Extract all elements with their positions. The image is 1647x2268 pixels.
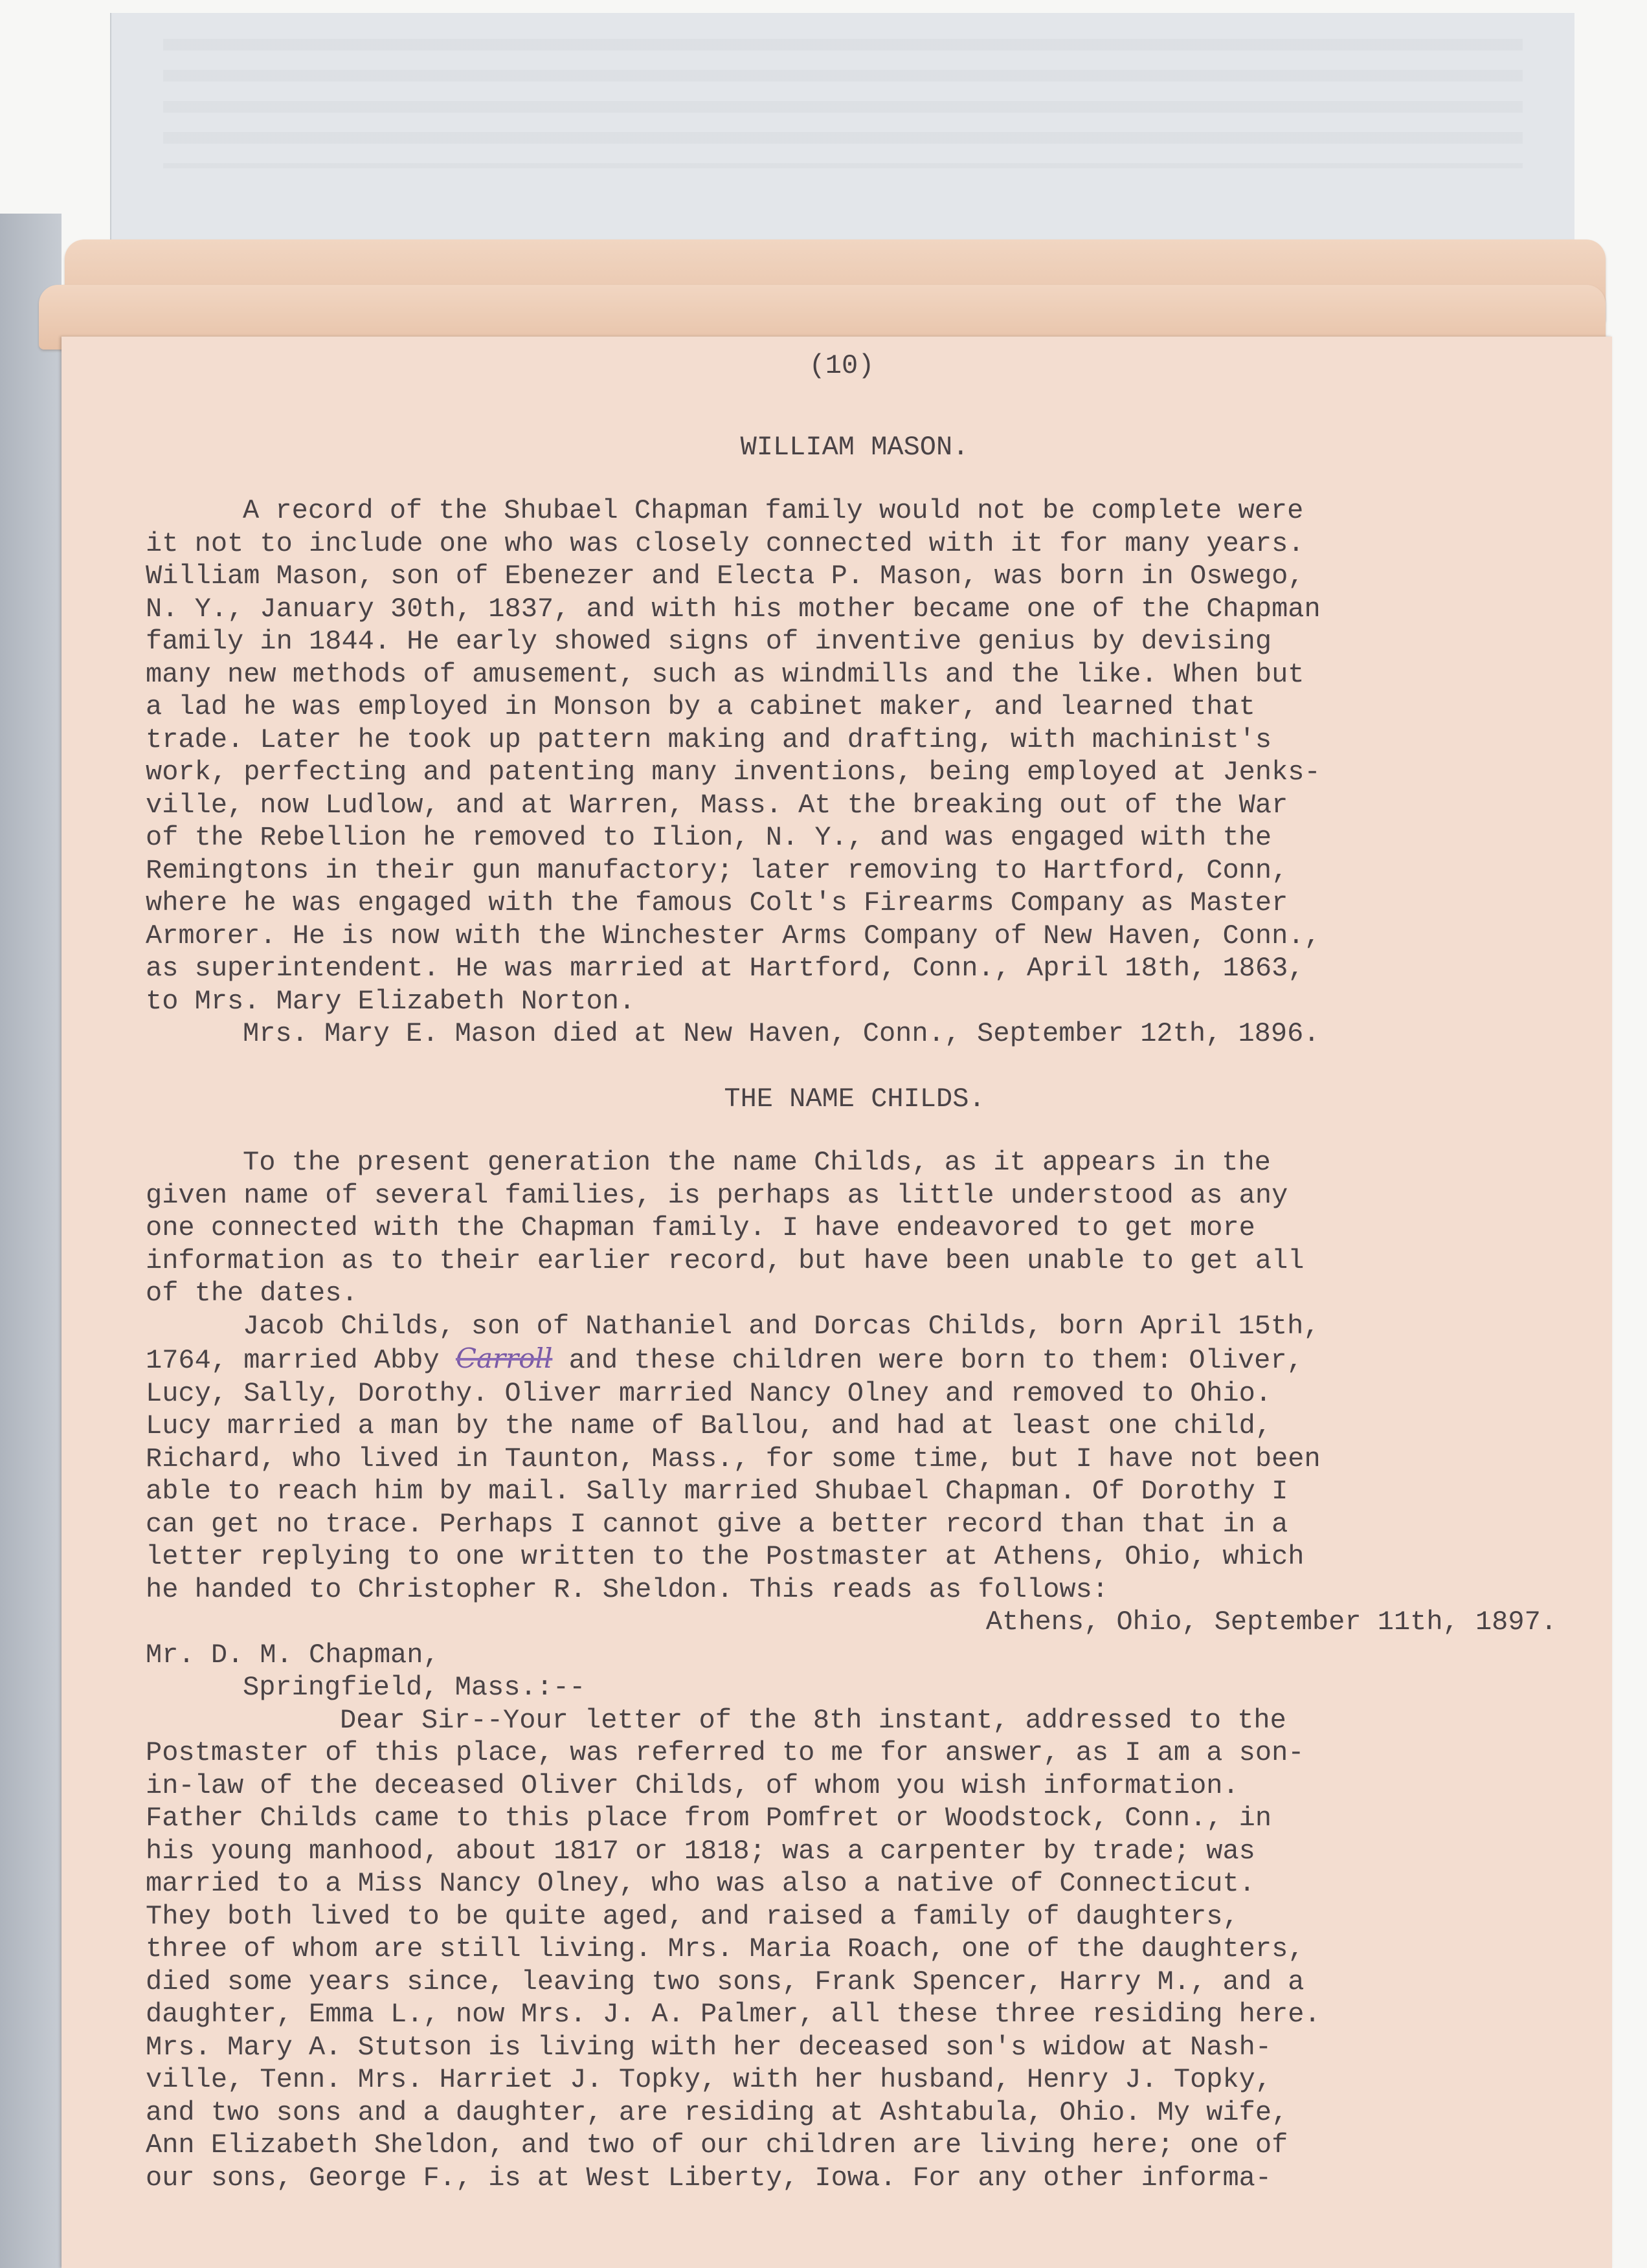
text-line: Mrs. Mary E. Mason died at New Haven, Conn., September 12th, 1896. [243,1018,1320,1049]
text-line: many new methods of amusement, such as windmills and the like. When but [146,658,1305,690]
bleed-through-text [163,39,1523,168]
text-line: A record of the Shubael Chapman family would not be complete were [243,495,1304,526]
text-line: N. Y., January 30th, 1837, and with his mother became one of the Chapman [146,593,1321,625]
text-line: Remingtons in their gun manufactory; later removing to Hartford, Conn, [146,854,1288,886]
section-heading-the-name-childs: THE NAME CHILDS. [724,1083,985,1115]
text-line: it not to include one who was closely connected with it for many years. [146,528,1305,559]
text-line: given name of several families, is perhaps as little understood as any [146,1179,1288,1211]
text-segment: 1764, married Abby [146,1345,456,1376]
handwritten-name: Carroll [455,1342,553,1374]
text-line: to Mrs. Mary Elizabeth Norton. [146,985,636,1017]
text-line: and two sons and a daughter, are residing at Ashtabula, Ohio. My wife, [146,2096,1288,2128]
text-line: able to reach him by mail. Sally married Shubael Chapman. Of Dorothy I [146,1476,1288,1507]
text-line: Postmaster of this place, was referred to me for answer, as I am a son- [146,1737,1305,1768]
text-line: family in 1844. He early showed signs of inventive genius by devising [146,626,1272,657]
section-heading-william-mason: WILLIAM MASON. [740,431,969,463]
text-line: our sons, George F., is at West Liberty, Iowa. For any other informa- [146,2162,1272,2194]
text-line: he handed to Christopher R. Sheldon. This reads as follows: [146,1573,1109,1605]
document-page [62,337,1612,2268]
text-line: daughter, Emma L., now Mrs. J. A. Palmer, all these three residing here. [146,1999,1321,2030]
childs-paragraph [146,1146,1596,1606]
page-number: (10) [809,350,875,381]
text-line: of the Rebellion he removed to Ilion, N. Y., and was engaged with the [146,822,1272,853]
text-line: Dear Sir--Your letter of the 8th instant, addressed to the [340,1704,1286,1736]
text-line: one connected with the Chapman family. I have endeavored to get more [146,1212,1255,1243]
letter-address-city: Springfield, Mass.:-- [243,1672,586,1703]
text-line: Ann Elizabeth Sheldon, and two of our children are living here; one of [146,2129,1288,2161]
text-line: Father Childs came to this place from Pomfret or Woodstock, Conn., in [146,1803,1272,1834]
text-line: work, perfecting and patenting many inventions, being employed at Jenks- [146,757,1321,788]
text-line: married to a Miss Nancy Olney, who was also a native of Connecticut. [146,1868,1255,1899]
text-line: died some years since, leaving two sons, Frank Spencer, Harry M., and a [146,1966,1305,1997]
text-line: letter replying to one written to the Postmaster at Athens, Ohio, which [146,1541,1305,1572]
text-line: three of whom are still living. Mrs. Maria Roach, one of the daughters, [146,1933,1305,1964]
text-line: They both lived to be quite aged, and raised a family of daughters, [146,1900,1239,1932]
william-mason-paragraph [146,495,1596,1051]
text-line: Armorer. He is now with the Winchester Arms Company of New Haven, Conn., [146,920,1321,951]
text-line: in-law of the deceased Oliver Childs, of whom you wish information. [146,1770,1239,1801]
letter [146,1606,1596,2194]
previous-page-sheet [110,13,1574,246]
text-line: ville, Tenn. Mrs. Harriet J. Topky, with her husband, Henry J. Topky, [146,2064,1272,2095]
text-line: information as to their earlier record, but have been unable to get all [146,1245,1305,1276]
text-line: Mrs. Mary A. Stutson is living with her deceased son's widow at Nash- [146,2031,1272,2063]
text-line: of the dates. [146,1278,358,1309]
text-line: William Mason, son of Ebenezer and Electa P. Mason, was born in Oswego, [146,561,1305,592]
text-line: ville, now Ludlow, and at Warren, Mass. At the breaking out of the War [146,789,1288,821]
text-line: can get no trace. Perhaps I cannot give a better record than that in a [146,1508,1288,1540]
letter-place-date: Athens, Ohio, September 11th, 1897. [985,1606,1557,1638]
text-line: Lucy, Sally, Dorothy. Oliver married Nancy Olney and removed to Ohio. [146,1377,1272,1409]
text-line: trade. Later he took up pattern making and drafting, with machinist's [146,724,1272,755]
text-line: Jacob Childs, son of Nathaniel and Dorcas Childs, born April 15th, [243,1310,1320,1342]
text-line: as superintendent. He was married at Hartford, Conn., April 18th, 1863, [146,953,1305,984]
text-line: his young manhood, about 1817 or 1818; was a carpenter by trade; was [146,1835,1255,1867]
text-line: where he was engaged with the famous Colt's Firearms Company as Master [146,887,1288,918]
text-line: Lucy married a man by the name of Ballou, and had at least one child, [146,1410,1272,1441]
page-content [146,350,1596,2194]
text-line: Richard, who lived in Taunton, Mass., for some time, but I have not been [146,1443,1321,1474]
letter-addressee: Mr. D. M. Chapman, [146,1639,440,1671]
text-line: a lad he was employed in Monson by a cabinet maker, and learned that [146,691,1255,722]
text-line: To the present generation the name Childs, as it appears in the [243,1147,1271,1178]
scanner-edge [0,214,62,2268]
text-line-handwritten-correction [146,1342,1596,1377]
text-segment: and these children were born to them: Oliver, [552,1345,1303,1376]
